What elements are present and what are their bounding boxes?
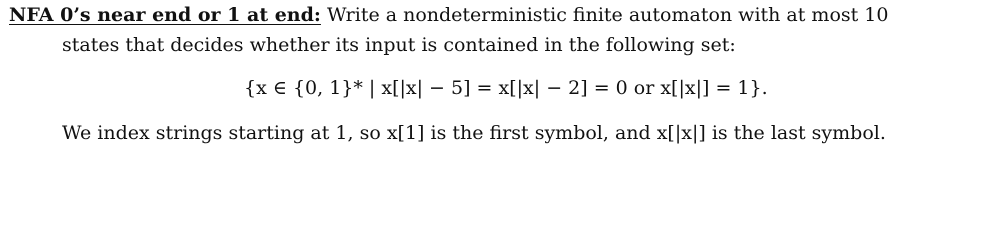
indexing-note: We index strings starting at 1, so x[1] is the first symbol, and x[|x|] is the last symbol. <box>62 122 886 144</box>
problem-title: NFA 0’s near end or 1 at end: <box>9 4 321 26</box>
set-expression: {x ∈ {0, 1}* | x[|x| − 5] = x[|x| − 2] = 0 or x[|x|] = 1}. <box>244 77 768 99</box>
problem-line-1 <box>9 3 889 27</box>
problem-intro-1: Write a nondeterministic finite automaton with at most 10 <box>326 4 889 26</box>
problem-intro-2: states that decides whether its input is contained in the following set: <box>62 34 736 56</box>
